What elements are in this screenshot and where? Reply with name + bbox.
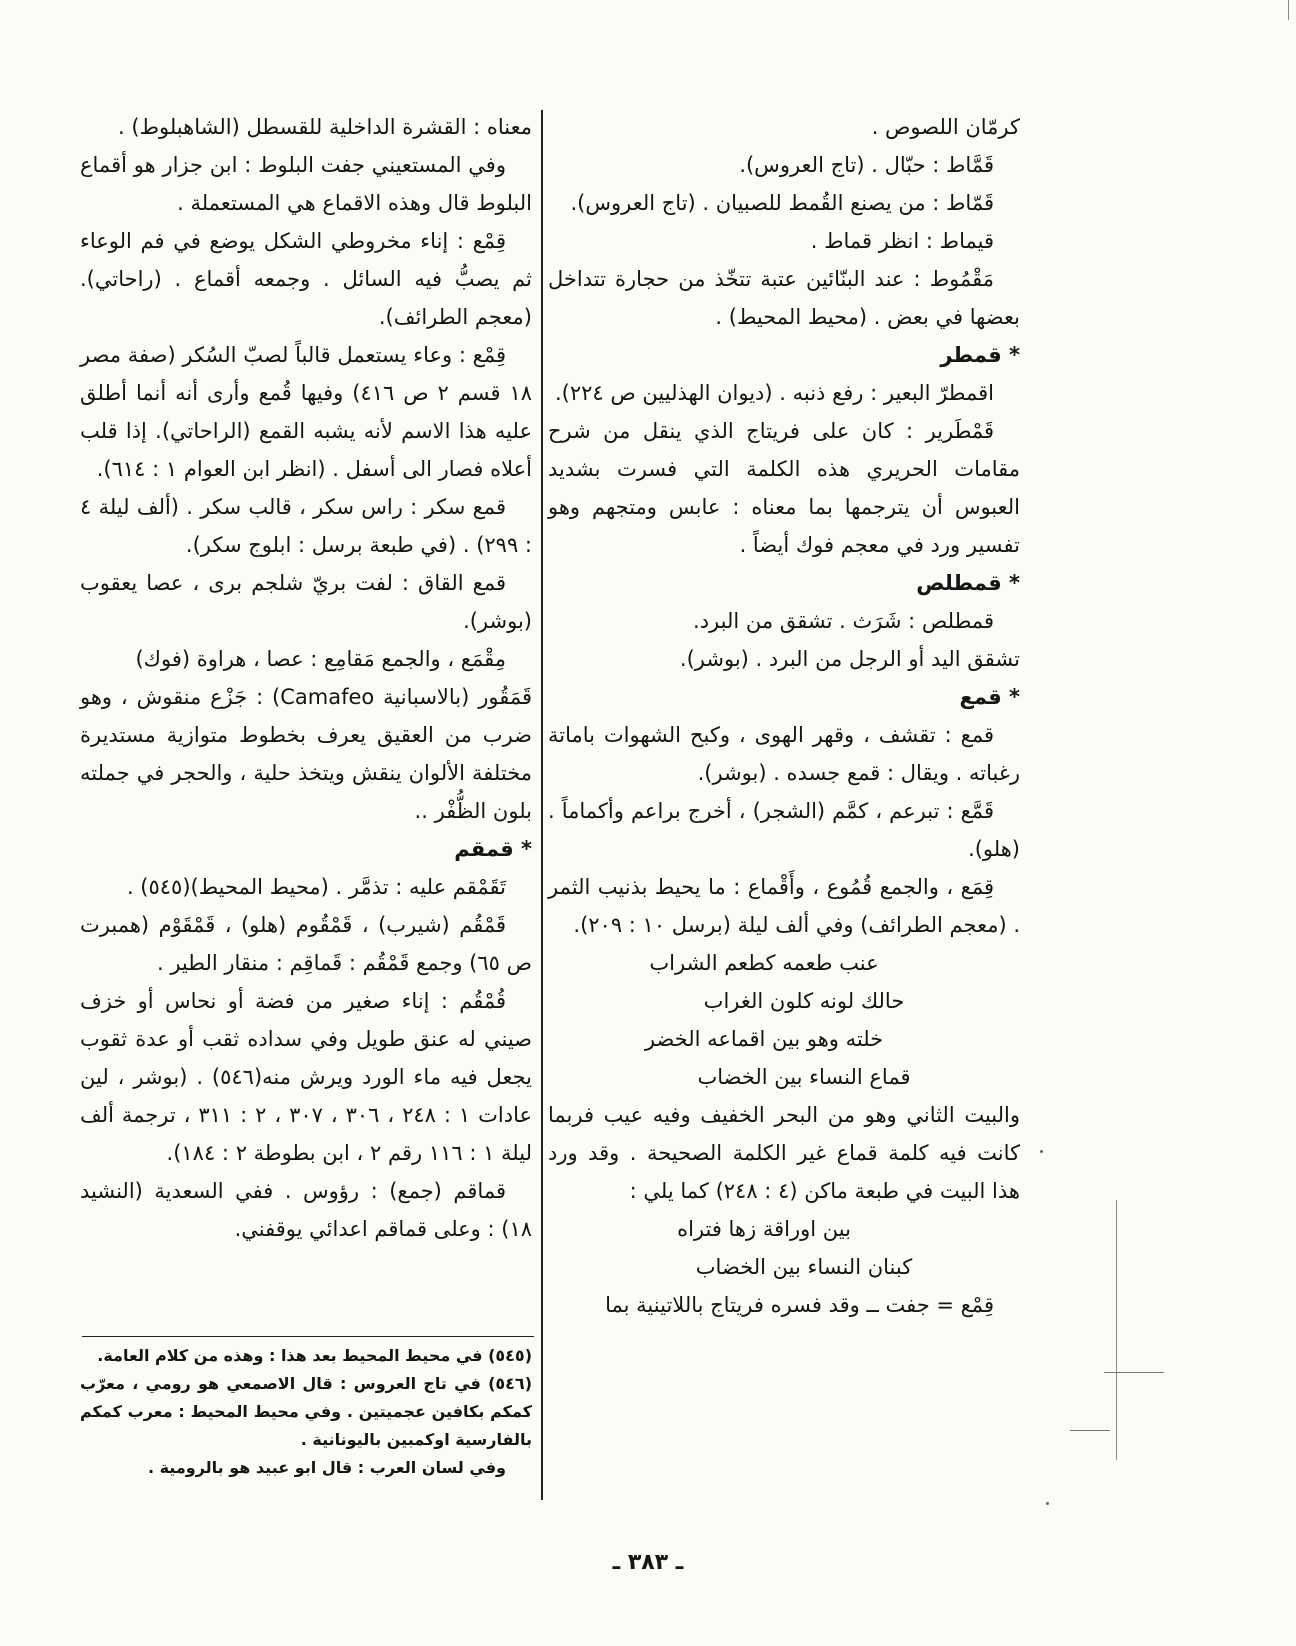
scan-artifact <box>1040 1150 1043 1153</box>
right-column <box>548 108 1020 1324</box>
footnotes <box>80 1342 532 1482</box>
entry-paragraph: قمع : تقشف ، وقهر الهوى ، وكبح الشهوات باماتة رغباته . ويقال : قمع جسده . (بوشر). <box>548 723 1020 785</box>
root-heading: * قمع <box>959 685 1020 709</box>
entry-paragraph: اقمطرّ البعير : رفع ذنبه . (ديوان الهذليين ص ٢٢٤). <box>554 381 994 405</box>
scan-artifact <box>1288 0 1289 20</box>
root-heading: * قمقم <box>454 837 532 861</box>
entry-paragraph: قَمَقُور (بالاسبانية Camafeo) : جَزْع منقوش ، وهو ضرب من العقيق يعرف بخطوط متوازية مستديرة مختلفة الألوان ينقش ويتخذ حلية ، والحجر في جملته بلون الظُّفْر .. <box>80 685 532 823</box>
entry-paragraph: قِمَع ، والجمع قُمُوع ، وأَقْماع : ما يحيط بذنيب الثمر . (معجم الطرائف) وفي ألف ليلة (برسل ١٠ : ٢٠٩). <box>548 875 1020 937</box>
entry-paragraph: معناه : القشرة الداخلية للقسطل (الشاهبلوط) . <box>118 115 532 139</box>
scan-artifact <box>1104 1372 1164 1373</box>
footnote: (٥٤٦) في تاج العروس : قال الاصمعي هو رومي ، معرّب كمكم بكافين عجميتين . وفي محيط المحيط : معرب كمكم بالفارسية اوكمبين باليونانية . <box>80 1374 532 1449</box>
entry-paragraph: قيماط : انظر قماط . <box>810 229 994 253</box>
entry-paragraph: مَقْمُوط : عند البنّائين عتبة تتخّذ من حجارة تتداخل بعضها في بعض . (محيط المحيط) . <box>548 267 1020 329</box>
verse-line: خلته وهو بين اقماعه الخضر <box>644 1027 884 1051</box>
entry-paragraph: قَمَّع : تبرعم ، كمَّم (الشجر) ، أخرج براعم وأكماماً . (هلو). <box>548 799 1020 861</box>
entry-paragraph: قمطلص : شَرَث . تشقق من البرد. <box>693 609 994 633</box>
root-heading: * قمطلص <box>916 571 1020 595</box>
footnote: وفي لسان العرب : قال ابو عبيد هو بالرومية . <box>147 1458 506 1477</box>
entry-paragraph: تشقق اليد أو الرجل من البرد . (بوشر). <box>679 647 1020 671</box>
root-heading: * قمطر <box>940 343 1020 367</box>
entry-paragraph: قَمْقُم (شيرب) ، قَمْقُوم (هلو) ، قَمْقَوْم (همبرت ص ٦٥) وجمع قَمْقُم : قَماقِم : منقار الطير . <box>80 913 532 975</box>
verse-line: كبنان النساء بين الخضاب <box>695 1255 913 1279</box>
column-divider <box>541 110 543 1500</box>
entry-paragraph: مِقْمَع ، والجمع مَقامِع : عصا ، هراوة (فوك) <box>135 647 506 671</box>
entry-paragraph: قِمْع : إناء مخروطي الشكل يوضع في فم الوعاء ثم يصبُّ فيه السائل . وجمعه أقماع . (راحاتي). (معجم الطرائف). <box>80 229 532 329</box>
entry-paragraph: قُمْقُم : إناء صغير من فضة أو نحاس أو خزف صيني له عنق طويل وفي سداده ثقب أو عدة ثقوب يجعل فيه ماء الورد ويرش منه(٥٤٦) . (بوشر ، لين عادات ١ : ٢٤٨ ، ٣٠٦ ، ٣٠٧ ، ٢ : ٣١١ ، ترجمة ألف ليلة ١ : ١١٦ رقم ٢ ، ابن بطوطة ٢ : ١٨٤). <box>80 989 533 1165</box>
left-column <box>80 108 532 1248</box>
entry-paragraph: وفي المستعيني جفت البلوط : ابن جزار هو أقماع البلوط قال وهذه الاقماع هي المستعملة . <box>80 153 532 215</box>
page-number: ـ ٣٨٣ ـ <box>612 1550 684 1575</box>
verse-line: قماع النساء بين الخضاب <box>697 1065 911 1089</box>
entry-paragraph: قماقم (جمع) : رؤوس . ففي السعدية (النشيد ١٨) : وعلى قماقم اعدائي يوقفني. <box>80 1179 532 1241</box>
entry-paragraph: والبيت الثاني وهو من البحر الخفيف وفيه عيب فربما كانت فيه كلمة قماع غير الكلمة الصحيحة . وقد ورد هذا البيت في طبعة ماكن (٤ : ٢٤٨) كما يلي : <box>548 1103 1020 1203</box>
entry-paragraph: قِمْع : وعاء يستعمل قالباً لصبّ السُكر (صفة مصر ١٨ قسم ٢ ص ٤١٦) وفيها قُمع وأرى أنه أنما أطلق عليه هذا الاسم لأنه يشبه القمع (الراحاتي). إذا قلب أعلاه فصار الى أسفل . (انظر ابن العوام ١ : ٦١٤). <box>80 343 532 481</box>
entry-paragraph: كرمّان اللصوص . <box>871 115 1020 139</box>
verse-line: عنب طعمه كطعم الشراب <box>649 951 879 975</box>
entry-paragraph: قَمْطَرير : كان على فريتاج الذي ينقل من شرح مقامات الحريري هذه الكلمة التي فسرت بشديد العبوس أن يترجمها بما معناه : عابس ومتجهم وهو تفسير ورد في معجم فوك أيضاً . <box>548 419 1020 557</box>
verse-line: بين اوراقة زها فتراه <box>677 1217 851 1241</box>
entry-paragraph: قمع سكر : راس سكر ، قالب سكر . (ألف ليلة ٤ : ٢٩٩) . (في طبعة برسل : ابلوج سكر). <box>80 495 532 557</box>
entry-paragraph: قَمّاط : من يصنع القُمط للصبيان . (تاج العروس). <box>570 191 994 215</box>
scan-artifact <box>1116 1200 1117 1460</box>
footnote-rule <box>82 1336 534 1337</box>
verse-line: حالك لونه كلون الغراب <box>703 989 905 1013</box>
scan-artifact <box>1046 1502 1049 1505</box>
scan-artifact <box>1070 1430 1110 1431</box>
entry-paragraph: تَقَمْقم عليه : تذمَّر . (محيط المحيط)(٥٤٥) . <box>126 875 506 899</box>
entry-paragraph: قَمَّاط : حبّال . (تاج العروس). <box>739 153 994 177</box>
footnote: (٥٤٥) في محيط المحيط بعد هذا : وهذه من كلام العامة. <box>97 1346 532 1365</box>
entry-paragraph: قمع القاق : لفت بريّ شلجم برى ، عصا يعقوب (بوشر). <box>80 571 532 633</box>
entry-paragraph: قِمْع = جفت ــ وقد فسره فريتاج باللاتينية بما <box>605 1293 994 1317</box>
